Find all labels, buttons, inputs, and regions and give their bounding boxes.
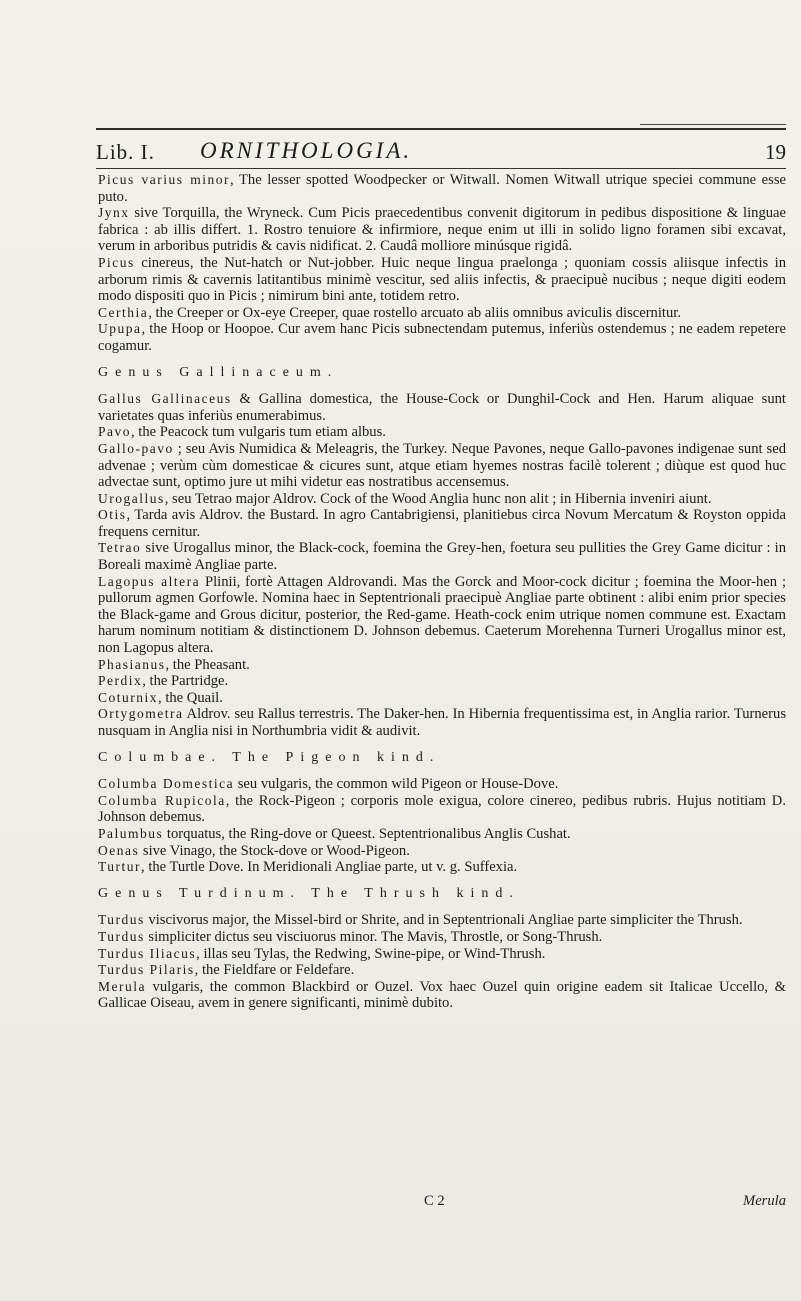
entry-text: sive Urogallus minor, the Black-cock, foemina the Grey-hen, foetura seu pullities the Grey Game dicitur : in Boreali maximè Angliae parte. [98,540,786,574]
signature-mark: C 2 [424,1193,445,1209]
top-rule [96,128,786,130]
entry-paragraph [98,205,786,255]
entry-name: Pavo [98,424,131,440]
entry-name: Turdus [98,912,145,928]
entry-paragraph [98,946,786,963]
book-number: Lib. I. [96,140,155,164]
entry-paragraph [98,172,786,205]
entry-paragraph [98,507,786,540]
entry-name: Lagopus altera [98,573,201,589]
entry-name: Urogallus [98,490,165,506]
entry-text: Aldrov. seu Rallus terrestris. The Daker-hen. In Hibernia frequentissima est, in Anglia rarior. Turnerus nusquam in Anglia nisi in Northumbria vidit & audivit. [98,706,786,739]
entry-name: Turdus Iliacus [98,945,197,961]
entry-name: Ortygometra [98,706,184,722]
gallinaceum-entries [98,391,786,739]
entry-text: ; seu Avis Numidica & Meleagris, the Turkey. Neque Pavones, neque Gallo-pavones indigenae sunt sed advenae ; verùm cùm domesticae & cicures sunt, atque etiam hyemes nostras facilè tolerent ; diùque est quod huc advectae sunt, optimo jure ut mihi videtur eas nostratibus accensemus. [98,440,786,491]
entry-name: Picus [98,254,135,270]
thrush-entries [98,912,786,1012]
entry-text: sive Vinago, the Stock-dove or Wood-Pigeon. [139,842,410,859]
entry-name: Tetrao [98,540,142,556]
entry-name: Turdus [98,928,145,944]
entry-name: Gallus Gallinaceus [98,391,232,407]
entry-name: Merula [98,978,146,994]
entry-paragraph [98,962,786,979]
entry-text: , the Turtle Dove. In Meridionali Angliae parte, ut v. g. Suffexia. [141,859,518,876]
entry-text: viscivorus major, the Missel-bird or Shrite, and in Septentrionali Angliae parte simpliciter the Thrush. [144,912,743,929]
entry-text: , the Partridge. [142,673,229,690]
entry-paragraph [98,859,786,876]
entry-text: sive Torquilla, the Wryneck. Cum Picis praecedentibus convenit digitorum in pedibus dispositione & linguae fabrica : ab illis differt. 1. Rostro tenuiore & infirmiore, neque enim ut illi in solido ligno foramen sibi excavat, verum in arboribus putridis & cavis nidificat. 2. Caudâ molliore minúsque rigidâ. [98,205,786,255]
entry-name: Picus varius minor [98,172,231,187]
entry-name: Turdus Pilaris [98,962,195,978]
entry-text: , Tarda avis Aldrov. the Bustard. In agro Cantabrigiensi, planitiebus circa Novum Mercatum & Royston oppida frequens cernitur. [98,507,786,540]
entry-text: , the Creeper or Ox-eye Creeper, quae rostello arcuato ab aliis omnibus aviculis discernitur. [148,304,681,321]
entry-text: , the Hoop or Hoopoe. Cur avem hanc Picis subnectendam putemus, inferiùs ostendemus ; ne eadem repetere cogamur. [98,321,786,354]
entry-text: torquatus, the Ring-dove or Queest. Septentrionalibus Anglis Cushat. [163,825,571,842]
entry-text: cinereus, the Nut-hatch or Nut-jobber. Huic neque lingua praelonga ; quoniam cossis aliisque infectis in arborum rimis & cavernis latitantibus minimè vescitur, sed aliis infectis, & praecipuè nucibus ; neque digiti eodem modo dispositi quo in Picis ; nimirum bini ante, totidem retro. [98,254,786,305]
entry-name: Turtur [98,859,142,875]
entry-name: Coturnix [98,689,159,705]
entry-paragraph [98,979,786,1012]
entry-paragraph [98,540,786,573]
entry-paragraph [98,305,786,322]
entry-text: , the Quail. [158,689,223,706]
section-heading-columbae: Columbae. The Pigeon kind. [98,749,441,765]
entry-name: Otis [98,507,127,523]
entry-paragraph [98,929,786,946]
entry-name: Upupa [98,321,142,337]
pigeon-entries [98,776,786,876]
entry-paragraph [98,673,786,690]
entry-text: simpliciter dictus seu visciuorus minor. The Mavis, Throstle, or Song-Thrush. [144,928,603,945]
header-rule [96,168,786,169]
catchword: Merula [743,1193,786,1209]
section-heading-gallinaceum: Genus Gallinaceum. [98,364,339,380]
entry-paragraph [98,574,786,657]
page-footer [98,1193,786,1211]
entry-paragraph [98,776,786,793]
entry-paragraph [98,826,786,843]
entry-paragraph [98,391,786,424]
entry-name: Columba Domestica [98,776,235,792]
entry-text: , the Rock-Pigeon ; corporis mole exigua, colore cinereo, pedibus rubris. Hujus notitiam D. Johnson debemus. [98,792,786,826]
entry-text: vulgaris, the common Blackbird or Ouzel. Vox haec Ouzel quin origine eadem sit Italicae Uccello, & Gallicae Oiseau, avem in genere significanti, minimè dubito. [98,978,786,1012]
body-text [98,172,786,1012]
entry-paragraph [98,706,786,739]
entry-text: , the Fieldfare or Feldefare. [194,962,355,979]
entry-paragraph [98,321,786,354]
entry-name: Columba Rupicola [98,792,226,808]
entry-paragraph [98,255,786,305]
entry-name: Palumbus [98,825,164,841]
entry-text: , the Peacock tum vulgaris tum etiam albus. [131,424,386,441]
entry-name: Perdix [98,673,143,689]
entry-name: Jynx [98,205,130,221]
page-number: 19 [765,140,786,164]
entry-paragraph [98,441,786,491]
running-title: ORNITHOLOGIA. [200,138,413,163]
entry-paragraph [98,912,786,929]
entry-text: seu vulgaris, the common wild Pigeon or House-Dove. [234,776,559,793]
woodpecker-entries [98,172,786,355]
top-rule-short [640,124,786,125]
entry-paragraph [98,657,786,674]
entry-paragraph [98,491,786,508]
running-header [96,140,786,170]
entry-paragraph [98,843,786,860]
entry-text: , seu Tetrao major Aldrov. Cock of the Wood Anglia hunc non alit ; in Hibernia inveniri aiunt. [164,490,712,507]
entry-text: Plinii, fortè Attagen Aldrovandi. Mas the Gorck and Moor-cock dicitur ; foemina the Moor-hen ; pullorum agmen Gorfowle. Nomina haec in Septentrionali praecipuè Angliae parte obtinent : alibi enim prior species the Black-game and Grous dicitur, posterior, the Red-game. Heath-cock enim utrique nomen commune est. Exactam harum nominum notitiam & distinctionem D. Johnson debemus. Caeterum Morehenna Turneri Urogallus minor est, non Lagopus altera. [98,573,786,657]
entry-name: Certhia [98,304,149,320]
entry-name: Phasianus [98,656,166,672]
entry-name: Oenas [98,842,140,858]
entry-text: & Gallina domestica, the House-Cock or Dunghil-Cock and Hen. Harum aliquae sunt varietates quas inferiùs enumerabimus. [98,391,786,424]
entry-paragraph [98,690,786,707]
entry-text: , The lesser spotted Woodpecker or Witwall. Nomen Witwall utrique speciei commune esse puto. [98,172,786,205]
entry-text: , the Pheasant. [165,656,250,673]
entry-paragraph [98,793,786,826]
entry-name: Gallo-pavo [98,440,174,456]
entry-paragraph [98,424,786,441]
section-heading-turdinum: Genus Turdinum. The Thrush kind. [98,885,520,901]
entry-text: , illas seu Tylas, the Redwing, Swine-pipe, or Wind-Thrush. [196,945,546,962]
